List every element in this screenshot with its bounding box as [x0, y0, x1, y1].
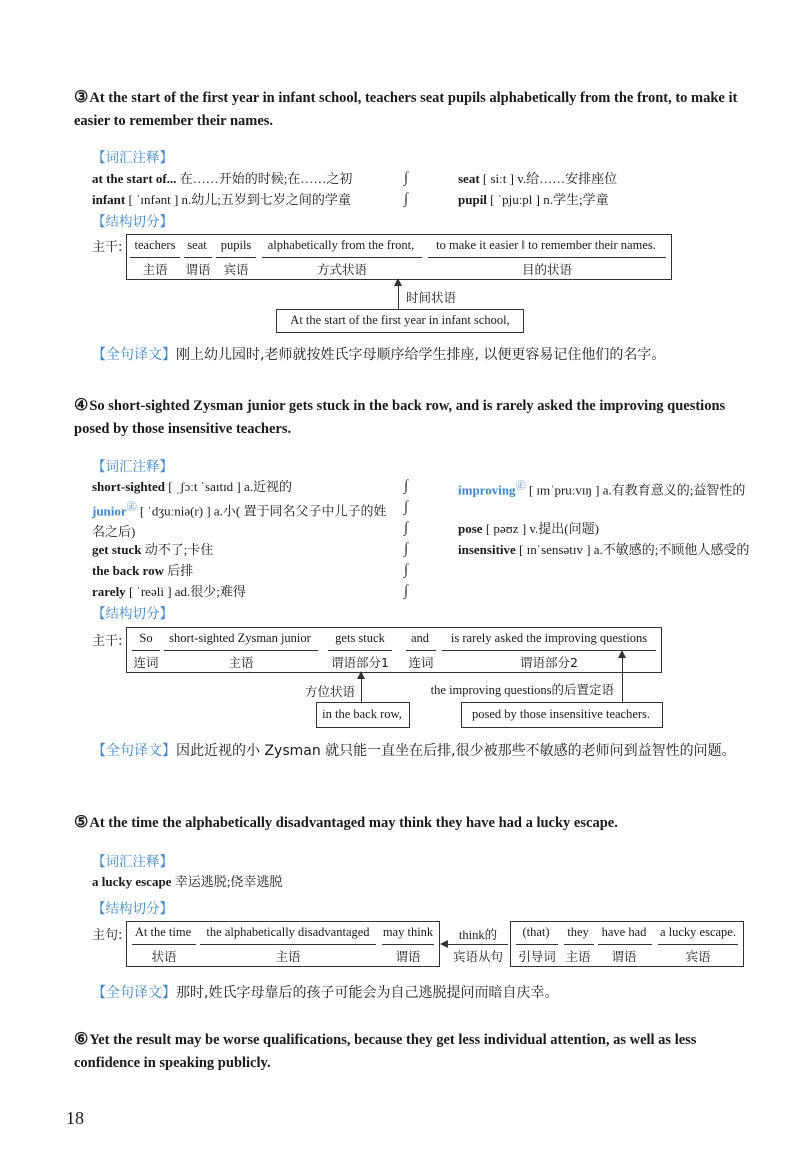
translation [66, 740, 760, 762]
divider-icon: ∫ [404, 191, 409, 207]
role-label: 谓语部分2 [520, 655, 578, 670]
vocab-entry [458, 189, 609, 210]
clause-link-word: think的 [458, 928, 498, 942]
vocab-term: short-sighted [92, 479, 165, 494]
vocab-entry [92, 476, 292, 497]
trunk-word: teachers [134, 238, 176, 252]
trunk-word: alphabetically from the front, [267, 238, 415, 252]
sentence-3 [74, 86, 754, 133]
vocab-entry [458, 168, 617, 189]
sentence-text: At the start of the first year in infant school, teachers seat pupils alphabetically from the front, to make it easier to remember their names. [74, 90, 738, 129]
vocab-term: a lucky escape [92, 874, 172, 889]
divider-icon: ∫ [404, 478, 409, 494]
divider-icon: ∫ [404, 541, 409, 557]
translation-text: 因此近视的小 Zysman 就只能一直坐在后排,很少被那些不敏感的老师问到益智性的问题。 [176, 743, 736, 759]
role-label: 谓语 [185, 262, 211, 277]
underline [132, 650, 160, 651]
role-label: 目的状语 [521, 262, 572, 277]
translation-tag: 【全句译文】 [92, 985, 176, 1001]
vocab-def: [ ˌʃɔːt ˈsaɪtɪd ] a.近视的 [168, 479, 293, 494]
role-label: 引导词 [518, 949, 556, 964]
phrase-text: posed by those insensitive teachers. [471, 707, 651, 721]
vocab-term: junior [92, 503, 127, 519]
sentence-text: Yet the result may be worse qualifications, because they get less individual attention, as well as less confidence in speaking publicly. [74, 1032, 697, 1071]
vocab-def: [ ɪmˈpruːvɪŋ ] a.有教育意义的;益智性的 [528, 482, 746, 498]
connector-line [622, 657, 623, 702]
vocab-def: [ ɪnˈsensətɪv ] a.不敏感的;不顾他人感受的 [519, 542, 750, 557]
sentence-text: At the time the alphabetically disadvantaged may think they have had a lucky escape. [89, 815, 618, 831]
divider-icon: ∫ [404, 499, 409, 515]
underline [406, 650, 436, 651]
page-number: 18 [66, 1108, 84, 1128]
role-label: 谓语 [611, 949, 637, 964]
trunk-word: pupils [220, 238, 252, 252]
vocab-def: [ ˈdʒuːniə(r) ] a.小( 置于同名父子中儿子的姓名之后) [92, 503, 387, 540]
modifier-label: the improving questions的后置定语 [430, 683, 614, 697]
vocab-def: 动不了;卡住 [144, 542, 214, 557]
vocab-entry [92, 189, 351, 210]
sentence-text: So short-sighted Zysman junior gets stuck in the back row, and is rarely asked the improving questions posed by those insensitive teachers. [74, 398, 726, 437]
role-label: 谓语 [395, 949, 421, 964]
sentence-number: ⑥ [74, 1031, 89, 1048]
trunk-label: 主干: [92, 634, 123, 649]
vocab-entry [458, 476, 758, 500]
clause-word: have had [601, 925, 647, 939]
underline [516, 944, 558, 945]
underline [216, 257, 256, 258]
vocab-term: pose [458, 521, 483, 536]
underline [658, 944, 738, 945]
vocab-term: seat [458, 171, 480, 186]
divider-icon: ∫ [404, 170, 409, 186]
underline [184, 257, 212, 258]
role-label: 方式状语 [316, 262, 367, 277]
trunk-word: the alphabetically disadvantaged [206, 925, 370, 939]
connector-line [398, 285, 399, 309]
translation-text: 那时,姓氏字母靠后的孩子可能会为自己逃脱提问而暗自庆幸。 [176, 985, 559, 1001]
role-label: 主语 [565, 949, 591, 964]
role-label: 连词 [408, 655, 434, 670]
vocab-entry [92, 871, 282, 892]
vocab-term: rarely [92, 584, 126, 599]
phrase-text: At the start of the first year in infant school, [290, 313, 510, 327]
connector-line [446, 944, 508, 945]
vocab-def: [ ˈɪnfənt ] n.幼儿;五岁到七岁之间的学童 [128, 192, 351, 207]
sentence-4 [74, 394, 754, 441]
sentence-number: ⑤ [74, 814, 89, 831]
main-clause-label: 主句: [92, 928, 123, 943]
vocab-def: 幸运逃脱;侥幸逃脱 [174, 874, 283, 889]
sentence-number: ④ [74, 397, 89, 414]
underline [382, 944, 434, 945]
vocab-entry [458, 539, 758, 560]
translation-text: 刚上幼儿园时,老师就按姓氏字母顺序给学生排座, 以便更容易记住他们的名字。 [176, 347, 666, 363]
modifier-label: 时间状语 [406, 290, 457, 305]
structure-tag: 【结构切分】 [92, 214, 173, 230]
vocab-entry [92, 560, 193, 581]
translation [92, 982, 558, 1004]
vocab-def: [ ˈreəli ] ad.很少;难得 [128, 584, 246, 599]
phrase-text: in the back row, [322, 707, 402, 721]
trunk-word: and [410, 631, 430, 645]
structure-tag: 【结构切分】 [92, 606, 173, 622]
role-label: 宾语 [223, 262, 249, 277]
sentence-5 [74, 811, 754, 835]
underline [564, 944, 594, 945]
role-label: 谓语部分1 [331, 655, 389, 670]
trunk-word: may think [382, 925, 434, 939]
vocab-entry [92, 581, 246, 602]
trunk-word: So [139, 631, 153, 645]
vocab-entry [92, 168, 352, 189]
structure-tag: 【结构切分】 [92, 901, 173, 917]
clause-word: a lucky escape. [659, 925, 736, 939]
vocab-term: pupil [458, 192, 487, 207]
underline [130, 257, 180, 258]
vocab-term: at the start of... [92, 171, 177, 186]
divider-icon: ∫ [404, 520, 409, 536]
vocab-term: insensitive [458, 542, 516, 557]
clause-word: they [567, 925, 589, 939]
vocab-entry [92, 497, 398, 542]
vocab-entry [458, 518, 599, 539]
vocab-term: improving [458, 482, 516, 498]
trunk-label: 主干: [92, 240, 123, 255]
role-label: 主语 [142, 262, 168, 277]
trunk-word: gets stuck [335, 631, 385, 645]
trunk-word: short-sighted Zysman junior [169, 631, 311, 645]
vocab-term: the back row [92, 563, 164, 578]
vocab-entry [92, 539, 213, 560]
translation-tag: 【全句译文】 [92, 743, 176, 759]
sentence-number: ③ [74, 89, 89, 106]
underline [132, 944, 196, 945]
role-label: 连词 [133, 655, 159, 670]
vocab-def: [ pəʊz ] v.提出(问题) [485, 521, 599, 536]
trunk-word: At the time [134, 925, 192, 939]
modifier-label: 方位状语 [304, 684, 355, 699]
clause-word: (that) [522, 925, 550, 939]
vocab-def: [ siːt ] v.给……安排座位 [482, 171, 618, 186]
role-label: 主语 [228, 655, 254, 670]
vocab-tag: 【词汇注释】 [92, 150, 173, 166]
trunk-word: seat [187, 238, 207, 252]
role-label: 状语 [151, 949, 177, 964]
vocab-def: 后排 [167, 563, 194, 578]
trunk-word: to make it easier ‖ to remember their names. [436, 238, 656, 252]
underline [164, 650, 318, 651]
underline [262, 257, 422, 258]
divider-icon: ∫ [404, 583, 409, 599]
underline [598, 944, 652, 945]
vocab-def: [ ˈpjuːpl ] n.学生;学童 [490, 192, 609, 207]
role-label: 宾语 [685, 949, 711, 964]
role-label: 主语 [275, 949, 301, 964]
key-word-mark: ㊣ [515, 481, 526, 492]
underline [428, 257, 666, 258]
sentence-6 [74, 1028, 754, 1075]
vocab-term: get stuck [92, 542, 142, 557]
divider-icon: ∫ [404, 562, 409, 578]
translation [92, 344, 665, 366]
vocab-tag: 【词汇注释】 [92, 854, 173, 870]
trunk-word: is rarely asked the improving questions [450, 631, 648, 645]
clause-type-label: 宾语从句 [452, 949, 503, 964]
underline [200, 944, 376, 945]
underline [328, 650, 392, 651]
vocab-tag: 【词汇注释】 [92, 459, 173, 475]
vocab-term: infant [92, 192, 126, 207]
vocab-def: 在……开始的时候;在……之初 [179, 171, 353, 186]
connector-line [361, 678, 362, 702]
key-word-mark: ㊣ [126, 502, 137, 513]
translation-tag: 【全句译文】 [92, 347, 176, 363]
